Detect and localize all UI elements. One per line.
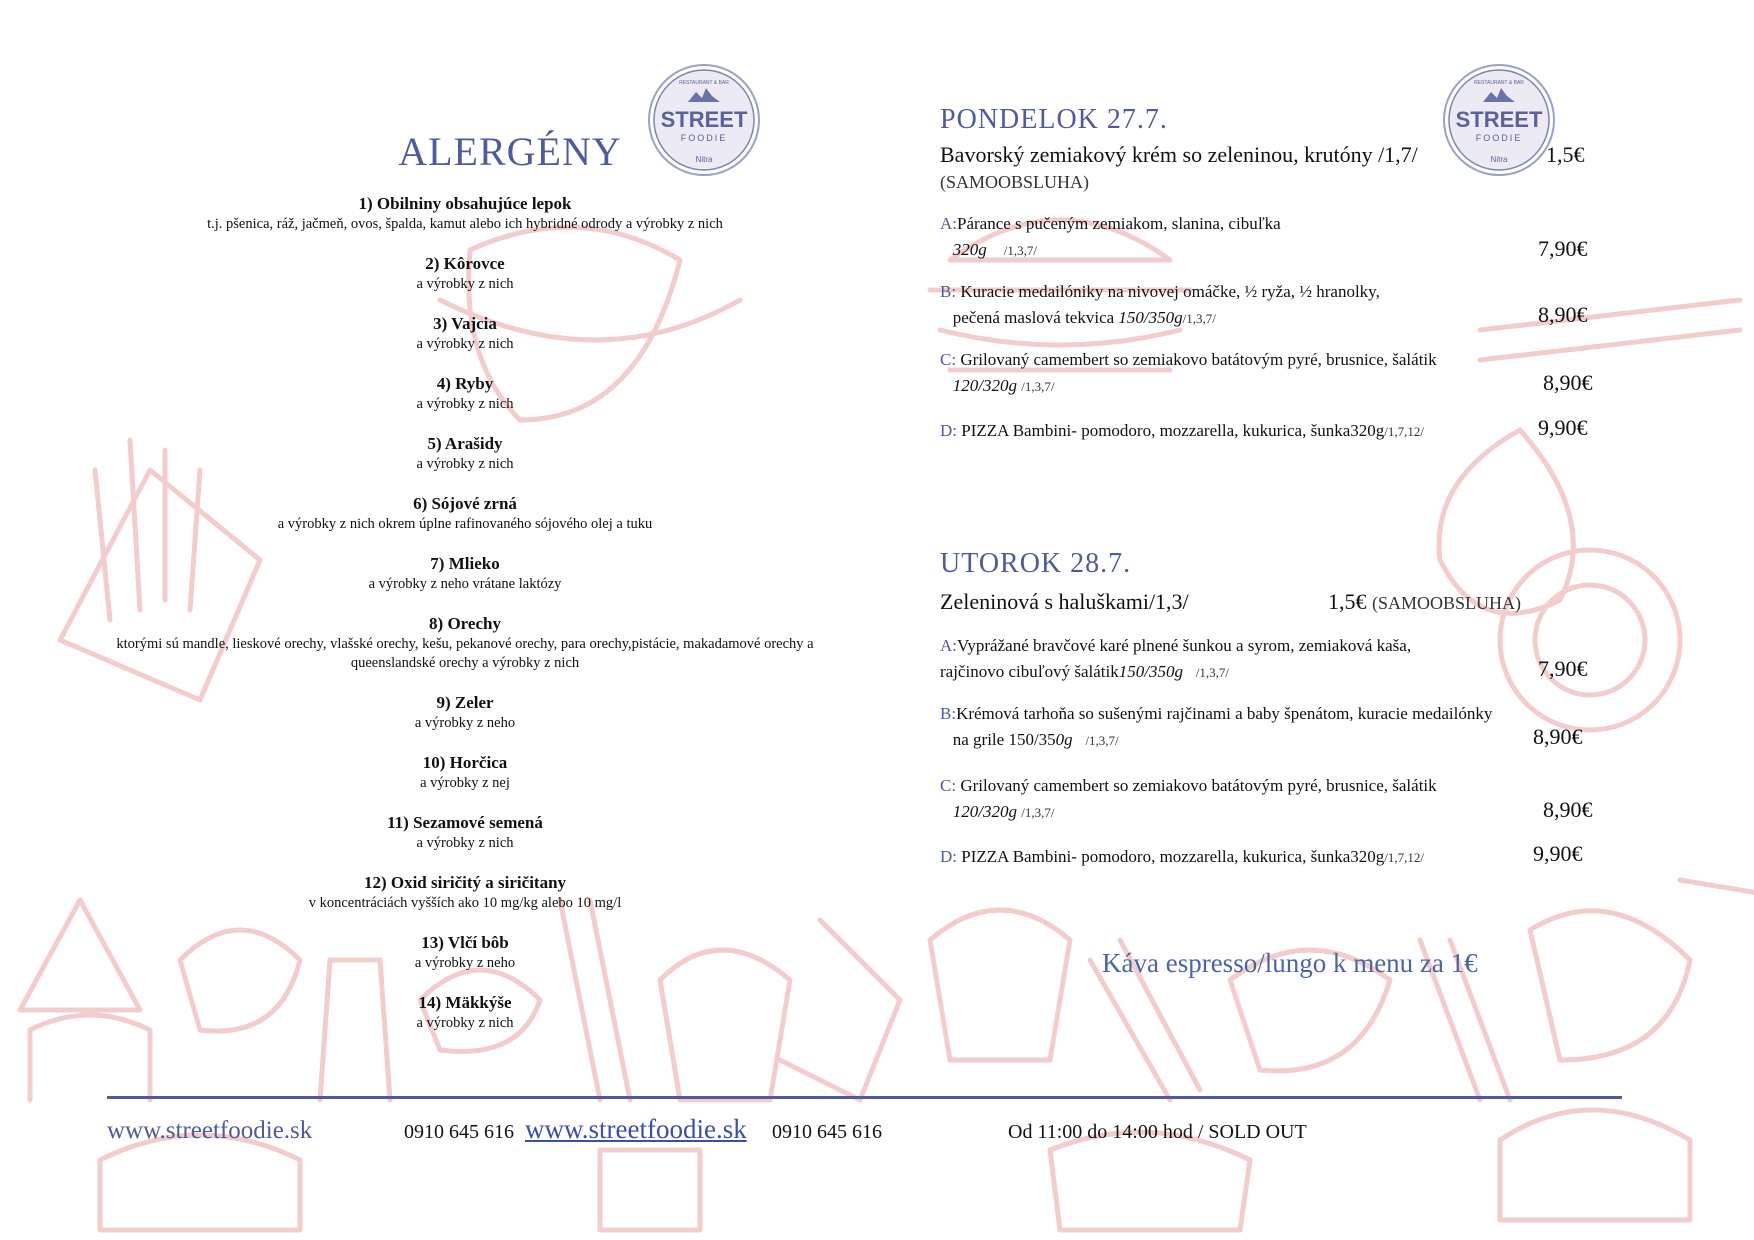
- tuesday-meal-c: [940, 773, 1540, 826]
- meal-letter: A:: [940, 214, 957, 233]
- monday-meal-b: [940, 279, 1540, 332]
- meal-allergens: /1,3,7/: [1003, 243, 1037, 258]
- allergen-item: [110, 932, 820, 973]
- allergen-name: 14) Mäkkýše: [418, 993, 512, 1012]
- meal-allergens: /1,7,12/: [1384, 850, 1425, 865]
- meal-letter: B:: [940, 704, 957, 723]
- svg-text:RESTAURANT & BAR: RESTAURANT & BAR: [1474, 80, 1524, 86]
- allergen-item: [110, 872, 820, 913]
- allergen-list: [110, 193, 820, 1052]
- tuesday-meal-b-price: 8,90€: [1533, 724, 1583, 749]
- svg-text:STREET: STREET: [1455, 107, 1543, 132]
- monday-meal-d-price: 9,90€: [1538, 415, 1588, 440]
- allergen-description: a výrobky z nich okrem úplne rafinovaného sójového olej a tuku: [277, 516, 653, 532]
- allergen-name: 3) Vajcia: [433, 314, 497, 333]
- tuesday-meal-b: [940, 701, 1560, 754]
- footer-website-link[interactable]: www.streetfoodie.sk: [525, 1114, 747, 1144]
- allergen-item: [110, 992, 820, 1033]
- meal-description: Krémová tarhoňa so sušenými rajčinami a baby špenátom, kuracie medailónky: [956, 704, 1493, 723]
- monday-meal-d: [940, 418, 1540, 445]
- tuesday-meal-a: [940, 633, 1540, 686]
- monday-soup-note: (SAMOOBSLUHA): [940, 172, 1090, 192]
- allergen-name: 4) Ryby: [436, 374, 494, 393]
- allergen-name: 2) Kôrovce: [425, 254, 505, 273]
- allergen-description: v koncentráciách vyšších ako 10 mg/kg alebo 10 mg/l: [308, 895, 622, 911]
- tuesday-soup: Zeleninová s haluškami/1,3/: [940, 589, 1189, 614]
- meal-letter: A:: [940, 636, 957, 655]
- meal-allergens: /1,3,7/: [1182, 311, 1216, 326]
- monday-meal-c: [940, 347, 1540, 400]
- monday-meal-b-price: 8,90€: [1538, 302, 1588, 327]
- monday-soup-price: 1,5€: [1546, 142, 1585, 167]
- allergen-item: [110, 313, 820, 354]
- allergen-item: [110, 433, 820, 474]
- meal-description: Grilovaný camembert so zemiakovo batátovým pyré, brusnice, šalátik: [960, 350, 1437, 369]
- meal-letter: D:: [940, 421, 957, 440]
- allergen-description: a výrobky z neho: [414, 955, 516, 971]
- meal-letter: D:: [940, 847, 957, 866]
- meal-description-2: na grile 150/35: [952, 730, 1056, 749]
- allergen-name: 9) Zeler: [436, 693, 494, 712]
- allergen-item: [110, 373, 820, 414]
- footer-divider: [107, 1096, 1622, 1099]
- allergen-description: a výrobky z neho vrátane laktózy: [368, 576, 562, 592]
- svg-text:RESTAURANT & BAR: RESTAURANT & BAR: [679, 80, 729, 86]
- meal-weight: 150/350g: [1118, 308, 1183, 327]
- allergen-name: 6) Sójové zrná: [413, 494, 517, 513]
- svg-text:Nitra: Nitra: [695, 155, 713, 164]
- allergen-description: t.j. pšenica, ráž, jačmeň, ovos, špalda, kamut alebo ich hybridné odrody a výrobky z nich: [207, 216, 723, 232]
- svg-text:FOODIE: FOODIE: [680, 133, 728, 143]
- tuesday-title: UTOROK 28.7.: [940, 548, 1132, 579]
- meal-letter: B:: [940, 282, 957, 301]
- meal-description: Vyprážané bravčové karé plnené šunkou a syrom, zemiaková kaša,: [957, 636, 1412, 655]
- meal-weight: 0g: [1055, 730, 1073, 749]
- tuesday-meal-a-price: 7,90€: [1538, 656, 1588, 681]
- allergen-description: ktorými sú mandle, lieskové orechy, vlašské orechy, kešu, pekanové orechy, para orechy,pistácie, makadamové orechy a queenslandské orechy a výrobky z nich: [116, 636, 814, 671]
- allergen-name: 11) Sezamové semená: [387, 813, 543, 832]
- allergen-description: a výrobky z nej: [420, 775, 510, 791]
- allergen-name: 10) Horčica: [422, 753, 508, 772]
- allergen-description: a výrobky z nich: [416, 336, 514, 352]
- allergen-description: a výrobky z nich: [416, 456, 514, 472]
- svg-text:Nitra: Nitra: [1490, 155, 1508, 164]
- tuesday-meal-d-price: 9,90€: [1533, 841, 1583, 866]
- meal-description: PIZZA Bambini- pomodoro, mozzarella, kukurica, šunka320g: [961, 847, 1385, 866]
- allergen-description: a výrobky z nich: [416, 1015, 514, 1031]
- footer-phone-2: 0910 645 616: [772, 1121, 882, 1143]
- meal-allergens: /1,7,12/: [1384, 424, 1425, 439]
- allergen-description: a výrobky z nich: [416, 396, 514, 412]
- coffee-offer: Káva espresso/lungo k menu za 1€: [1102, 948, 1478, 978]
- meal-allergens: /1,3,7/: [1085, 733, 1119, 748]
- allergen-name: 1) Obilniny obsahujúce lepok: [358, 194, 572, 213]
- footer-opening-hours: Od 11:00 do 14:00 hod / SOLD OUT: [1008, 1121, 1307, 1143]
- allergen-name: 7) Mlieko: [430, 554, 500, 573]
- allergen-name: 8) Orechy: [429, 614, 501, 633]
- allergen-item: [110, 553, 820, 594]
- meal-description-2: pečená maslová tekvica: [952, 308, 1115, 327]
- meal-description: Grilovaný camembert so zemiakovo batátovým pyré, brusnice, šalátik: [960, 776, 1437, 795]
- allergen-item: [110, 692, 820, 733]
- meal-weight: 120/320g: [952, 376, 1017, 395]
- monday-soup: Bavorský zemiakový krém so zeleninou, krutóny /1,7/: [940, 142, 1418, 167]
- monday-meal-c-price: 8,90€: [1543, 370, 1593, 395]
- allergen-item: [110, 752, 820, 793]
- tuesday-soup-price: 1,5€: [1328, 589, 1367, 614]
- meal-description-2: rajčinovo cibuľový šalátik: [940, 662, 1119, 681]
- allergen-description: a výrobky z neho: [414, 715, 516, 731]
- allergen-item: [110, 253, 820, 294]
- allergen-item: [110, 613, 820, 673]
- allergen-item: [110, 812, 820, 853]
- monday-title: PONDELOK 27.7.: [940, 104, 1168, 135]
- monday-meal-a-price: 7,90€: [1538, 236, 1588, 261]
- svg-text:FOODIE: FOODIE: [1475, 133, 1523, 143]
- meal-description: Kuracie medailóniky na nivovej omáčke, ½ ryža, ½ hranolky,: [960, 282, 1380, 301]
- allergen-item: [110, 193, 820, 234]
- tuesday-soup-price-line: [1328, 589, 1521, 615]
- allergen-description: a výrobky z nich: [416, 276, 514, 292]
- meal-letter: C:: [940, 776, 957, 795]
- meal-weight: 120/320g: [952, 802, 1017, 821]
- footer-phone: 0910 645 616: [404, 1121, 514, 1143]
- tuesday-meal-c-price: 8,90€: [1543, 797, 1593, 822]
- allergen-name: 5) Arašidy: [427, 434, 503, 453]
- allergen-description: a výrobky z nich: [416, 835, 514, 851]
- allergen-name: 12) Oxid siričitý a siričitany: [363, 873, 567, 892]
- tuesday-soup-note: (SAMOOBSLUHA): [1372, 593, 1522, 613]
- meal-allergens: /1,3,7/: [1195, 665, 1229, 680]
- monday-meal-a: [940, 211, 1500, 264]
- meal-weight: 320g: [952, 240, 987, 259]
- meal-description: Párance s pučeným zemiakom, slanina, cibuľka: [957, 214, 1281, 233]
- footer-website: www.streetfoodie.sk: [107, 1117, 313, 1144]
- street-foodie-logo: [646, 62, 762, 178]
- allergens-title: ALERGÉNY: [398, 129, 622, 174]
- meal-description: PIZZA Bambini- pomodoro, mozzarella, kukurica, šunka320g: [961, 421, 1385, 440]
- allergen-item: [110, 493, 820, 534]
- street-foodie-logo-right: [1441, 62, 1557, 178]
- allergen-name: 13) Vlčí bôb: [421, 933, 509, 952]
- meal-allergens: /1,3,7/: [1021, 805, 1055, 820]
- meal-weight: 150/350g: [1118, 662, 1183, 681]
- svg-text:STREET: STREET: [660, 107, 748, 132]
- meal-letter: C:: [940, 350, 957, 369]
- tuesday-meal-d: [940, 844, 1540, 871]
- meal-allergens: /1,3,7/: [1021, 379, 1055, 394]
